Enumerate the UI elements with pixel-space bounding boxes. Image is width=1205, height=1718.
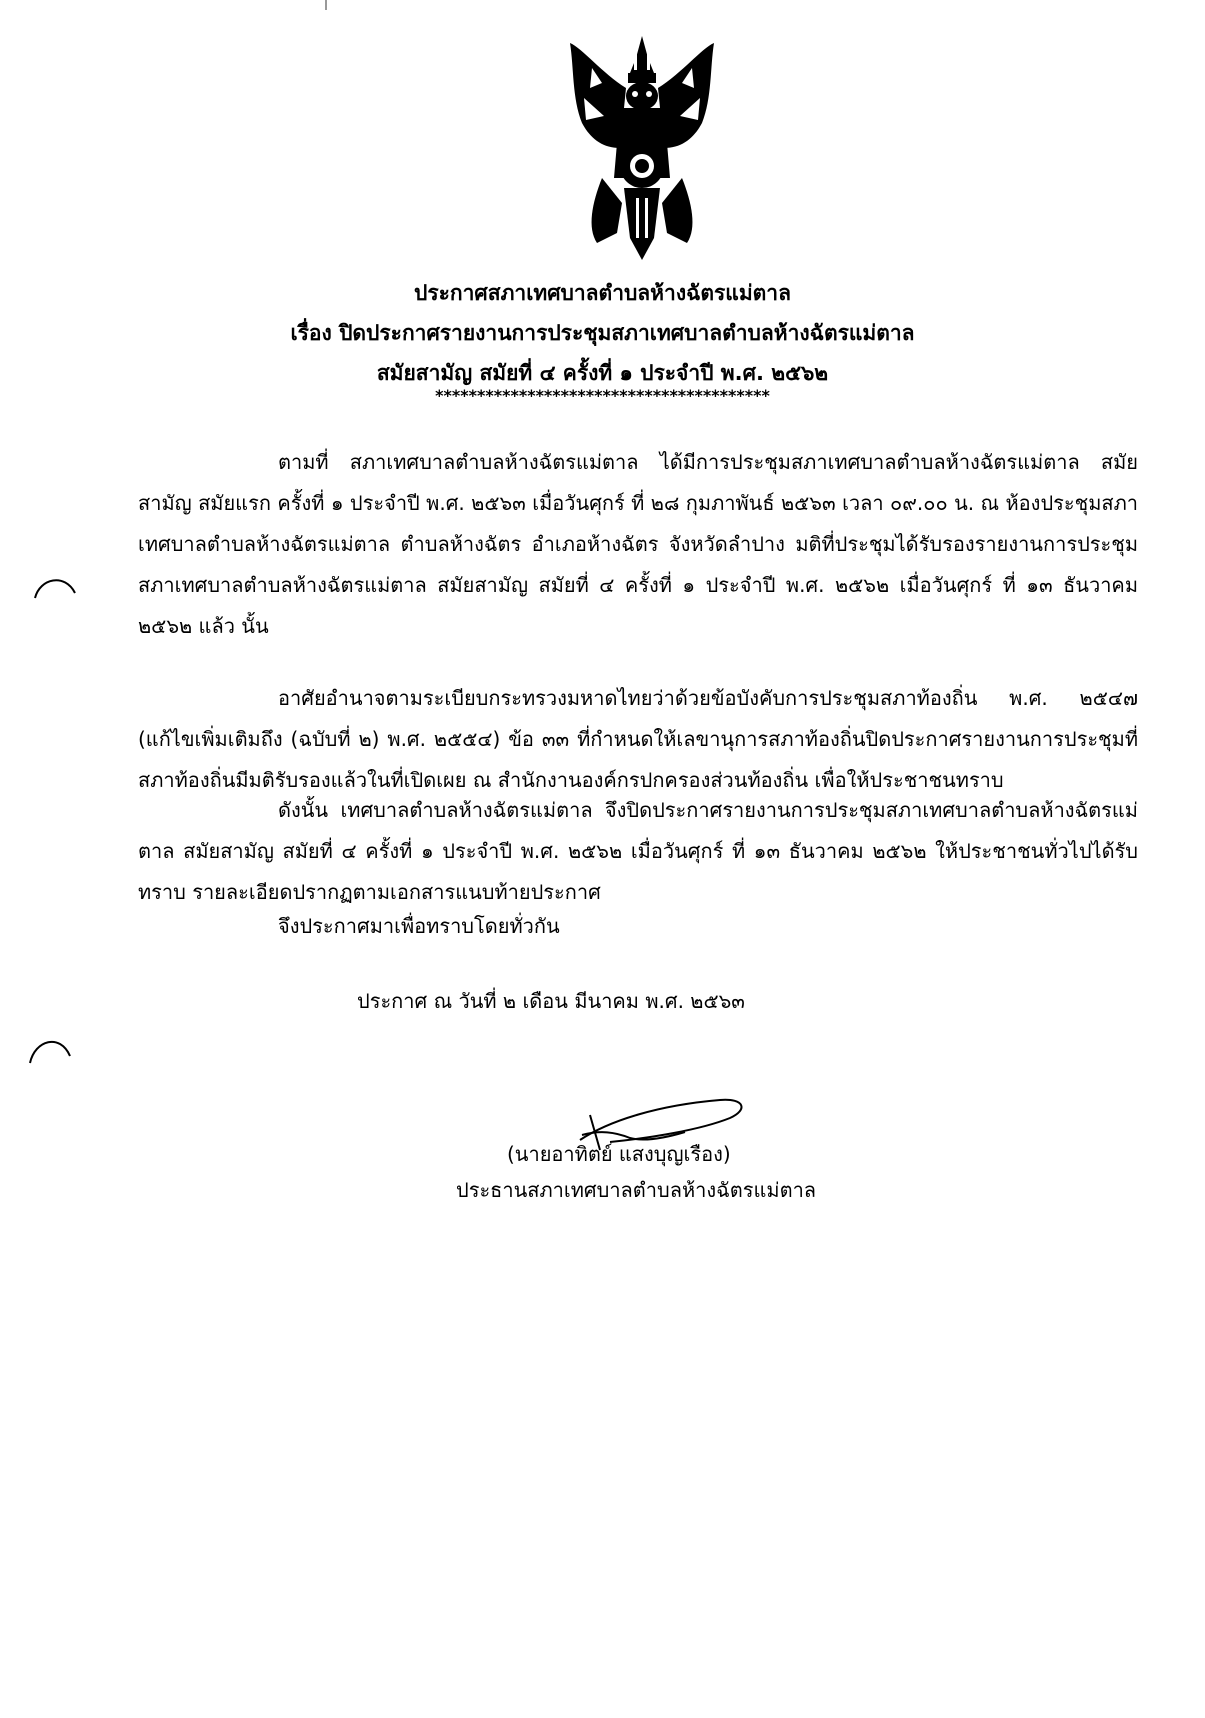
signatory-name: (นายอาทิตย์ แสงบุญเรือง) <box>507 1142 731 1166</box>
punch-hole-mark <box>25 1028 75 1068</box>
signatory-position: ประธานสภาเทศบาลตำบลห้างฉัตรแม่ตาล <box>456 1178 817 1202</box>
punch-hole-mark <box>30 568 80 608</box>
separator-stars: **************************************** <box>435 386 770 405</box>
paragraph-2: อาศัยอำนาจตามระเบียบกระทรวงมหาดไทยว่าด้วยข้อบังคับการประชุมสภาท้องถิ่น พ.ศ. ๒๕๔๗ (แก้ไขเพิ่มเติมถึง (ฉบับที่ ๒) พ.ศ. ๒๕๕๔) ข้อ ๓๓ ที่กำหนดให้เลขานุการสภาท้องถิ่นปิดประกาศรายงานการประชุมที่สภาท้องถิ่นมีมติรับรองแล้วในที่เปิดเผย ณ สำนักงานองค์กรปกครองส่วนท้องถิ่น เพื่อให้ประชาชนทราบ <box>138 686 1138 792</box>
announcement-date: ประกาศ ณ วันที่ ๒ เดือน มีนาคม พ.ศ. ๒๕๖๓ <box>357 989 745 1013</box>
garuda-emblem-icon <box>562 28 722 263</box>
paragraph-1: ตามที่ สภาเทศบาลตำบลห้างฉัตรแม่ตาล ได้มีการประชุมสภาเทศบาลตำบลห้างฉัตรแม่ตาล สมัยสามัญ สมัยแรก ครั้งที่ ๑ ประจำปี พ.ศ. ๒๕๖๓ เมื่อวันศุกร์ ที่ ๒๘ กุมภาพันธ์ ๒๕๖๓ เวลา ๐๙.๐๐ น. ณ ห้องประชุมสภาเทศบาลตำบลห้างฉัตรแม่ตาล ตำบลห้างฉัตร อำเภอห้างฉัตร จังหวัดลำปาง มติที่ประชุมได้รับรองรายงานการประชุมสภาเทศบาลตำบลห้างฉัตรแม่ตาล สมัยสามัญ สมัยที่ ๔ ครั้งที่ ๑ ประจำปี พ.ศ. ๒๕๖๒ เมื่อวันศุกร์ ที่ ๑๓ ธันวาคม ๒๕๖๒ แล้ว นั้น <box>138 450 1138 638</box>
paragraph-3: ดังนั้น เทศบาลตำบลห้างฉัตรแม่ตาล จึงปิดประกาศรายงานการประชุมสภาเทศบาลตำบลห้างฉัตรแม่ตาล สมัยสามัญ สมัยที่ ๔ ครั้งที่ ๑ ประจำปี พ.ศ. ๒๕๖๒ เมื่อวันศุกร์ ที่ ๑๓ ธันวาคม ๒๕๖๒ ให้ประชาชนทั่วไปได้รับทราบ รายละเอียดปรากฏตามเอกสารแนบท้ายประกาศ <box>138 798 1138 904</box>
scan-mark <box>325 0 327 10</box>
announcement-subject: เรื่อง ปิดประกาศรายงานการประชุมสภาเทศบาลตำบลห้างฉัตรแม่ตาล <box>290 321 915 345</box>
closing-statement: จึงประกาศมาเพื่อทราบโดยทั่วกัน <box>278 914 560 938</box>
announcement-session: สมัยสามัญ สมัยที่ ๔ ครั้งที่ ๑ ประจำปี พ.ศ. ๒๕๖๒ <box>376 361 829 385</box>
announcement-title: ประกาศสภาเทศบาลตำบลห้างฉัตรแม่ตาล <box>414 281 791 305</box>
